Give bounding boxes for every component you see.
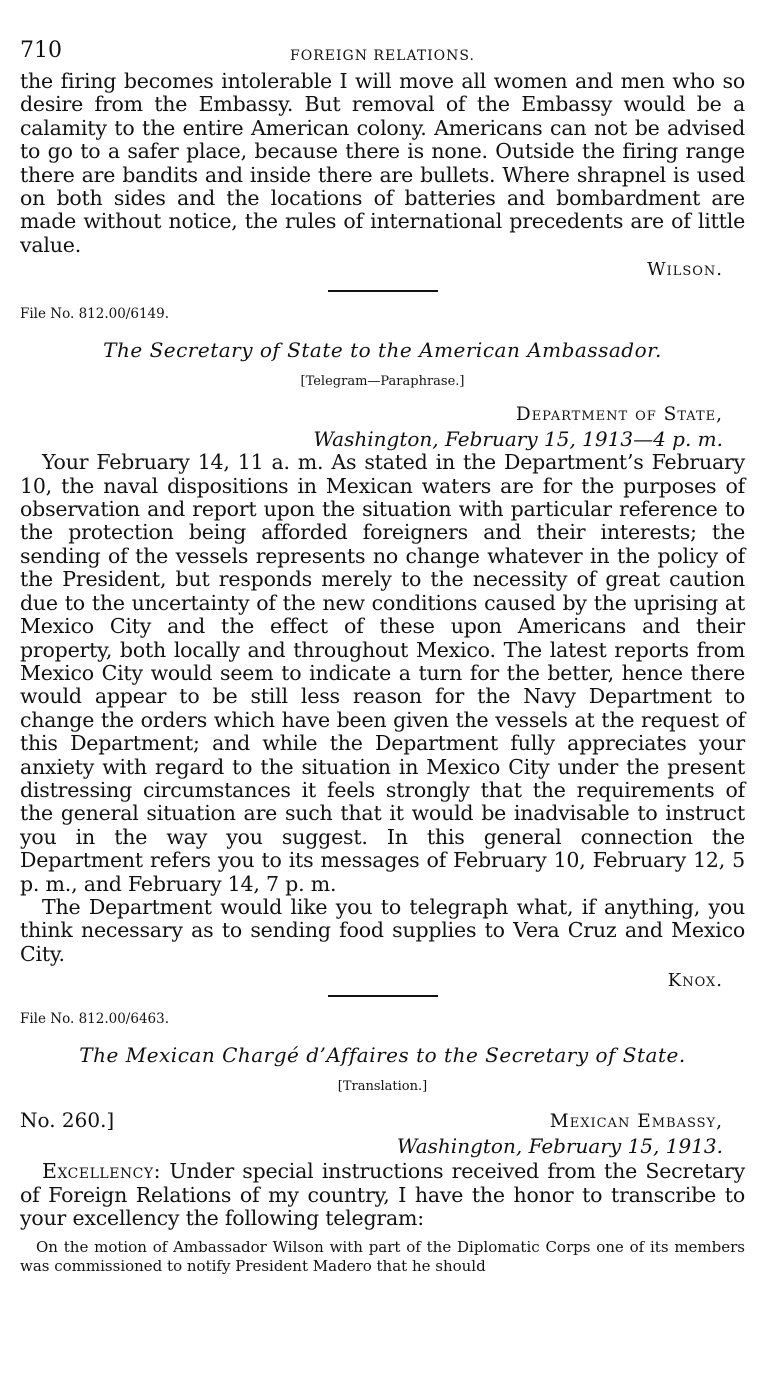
section-divider (328, 995, 438, 997)
note-number: No. 260.] (20, 1108, 115, 1133)
running-head: FOREIGN RELATIONS. (290, 48, 475, 64)
file-number: File No. 812.00/6463. (20, 1011, 170, 1028)
telegram-paragraph: The Department would like you to telegraph what, if anything, you think necessary as to sending food supplies to Vera Cruz and Mexico City. (20, 894, 745, 966)
dateline-office: Department of State, (515, 404, 723, 426)
continued-paragraph: the firing becomes intolerable I will move all women and men who so desire from the Embassy. But removal of the Embassy would be a calamity to the entire American colony. Americans can not be advised to go to a safer place, because there is none. Outside the firing range there are bandits and inside there are bullets. Where shrapnel is used on both sides and the locations of batteries and bombardment are made without notice, the rules of international precedents are of little value. (20, 69, 745, 257)
document-title: The Mexican Chargé d’Affaires to the Secretary of State. (79, 1043, 686, 1068)
section-divider (328, 290, 438, 292)
dateline (20, 401, 745, 451)
signature-wilson: Wilson. (647, 259, 723, 281)
dateline-place: Washington, February 15, 1913. (396, 1134, 723, 1159)
dateline-place: Washington, February 15, 1913—4 p. m. (313, 427, 723, 452)
file-number: File No. 812.00/6149. (20, 306, 170, 323)
dateline (20, 1108, 745, 1158)
letter-paragraph (20, 1160, 745, 1230)
quoted-telegram: On the motion of Ambassador Wilson with part of the Diplomatic Corps one of its members was commissioned to notify President Madero that he should (20, 1238, 745, 1276)
letter-text: Under special instructions received from the Secretary of Foreign Relations of my country, I have the honor to transcribe to your excellency the following telegram: (20, 1159, 745, 1230)
document-note: [Translation.] (337, 1079, 428, 1095)
dateline-office: Mexican Embassy, (549, 1111, 723, 1133)
telegram-paragraph: Your February 14, 11 a. m. As stated in the Department’s February 10, the naval dispositions in Mexican waters are for the purposes of observation and report upon the situation with particular reference to the protection being afforded foreigners and their interests; the sending of the vessels represents no change whatever in the policy of the President, but responds merely to the necessity of great caution due to the uncertainty of the new conditions caused by the uprising at Mexico City and the effect of these upon Americans and their property, both locally and throughout Mexico. The latest reports from Mexico City would seem to indicate a turn for the better, hence there would appear to be still less reason for the Navy Department to change the orders which have been given the vessels at the request of this Department; and while the Department fully appreciates your anxiety with regard to the situation in Mexico City under the present distressing circumstances it feels strongly that the requirements of the general situation are such that it would be inadvisable to instruct you in the way you suggest. In this general connection the Department refers you to its messages of February 10, February 12, 5 p. m., and February 14, 7 p. m. (20, 450, 745, 896)
document-note: [Telegram—Paraphrase.] (300, 374, 465, 390)
salutation: Excellency: (42, 1159, 162, 1184)
page-number: 710 (20, 38, 62, 63)
document-page (20, 36, 745, 1276)
document-title: The Secretary of State to the American Ambassador. (103, 338, 662, 363)
page-header (20, 36, 745, 70)
signature-knox: Knox. (667, 970, 723, 992)
